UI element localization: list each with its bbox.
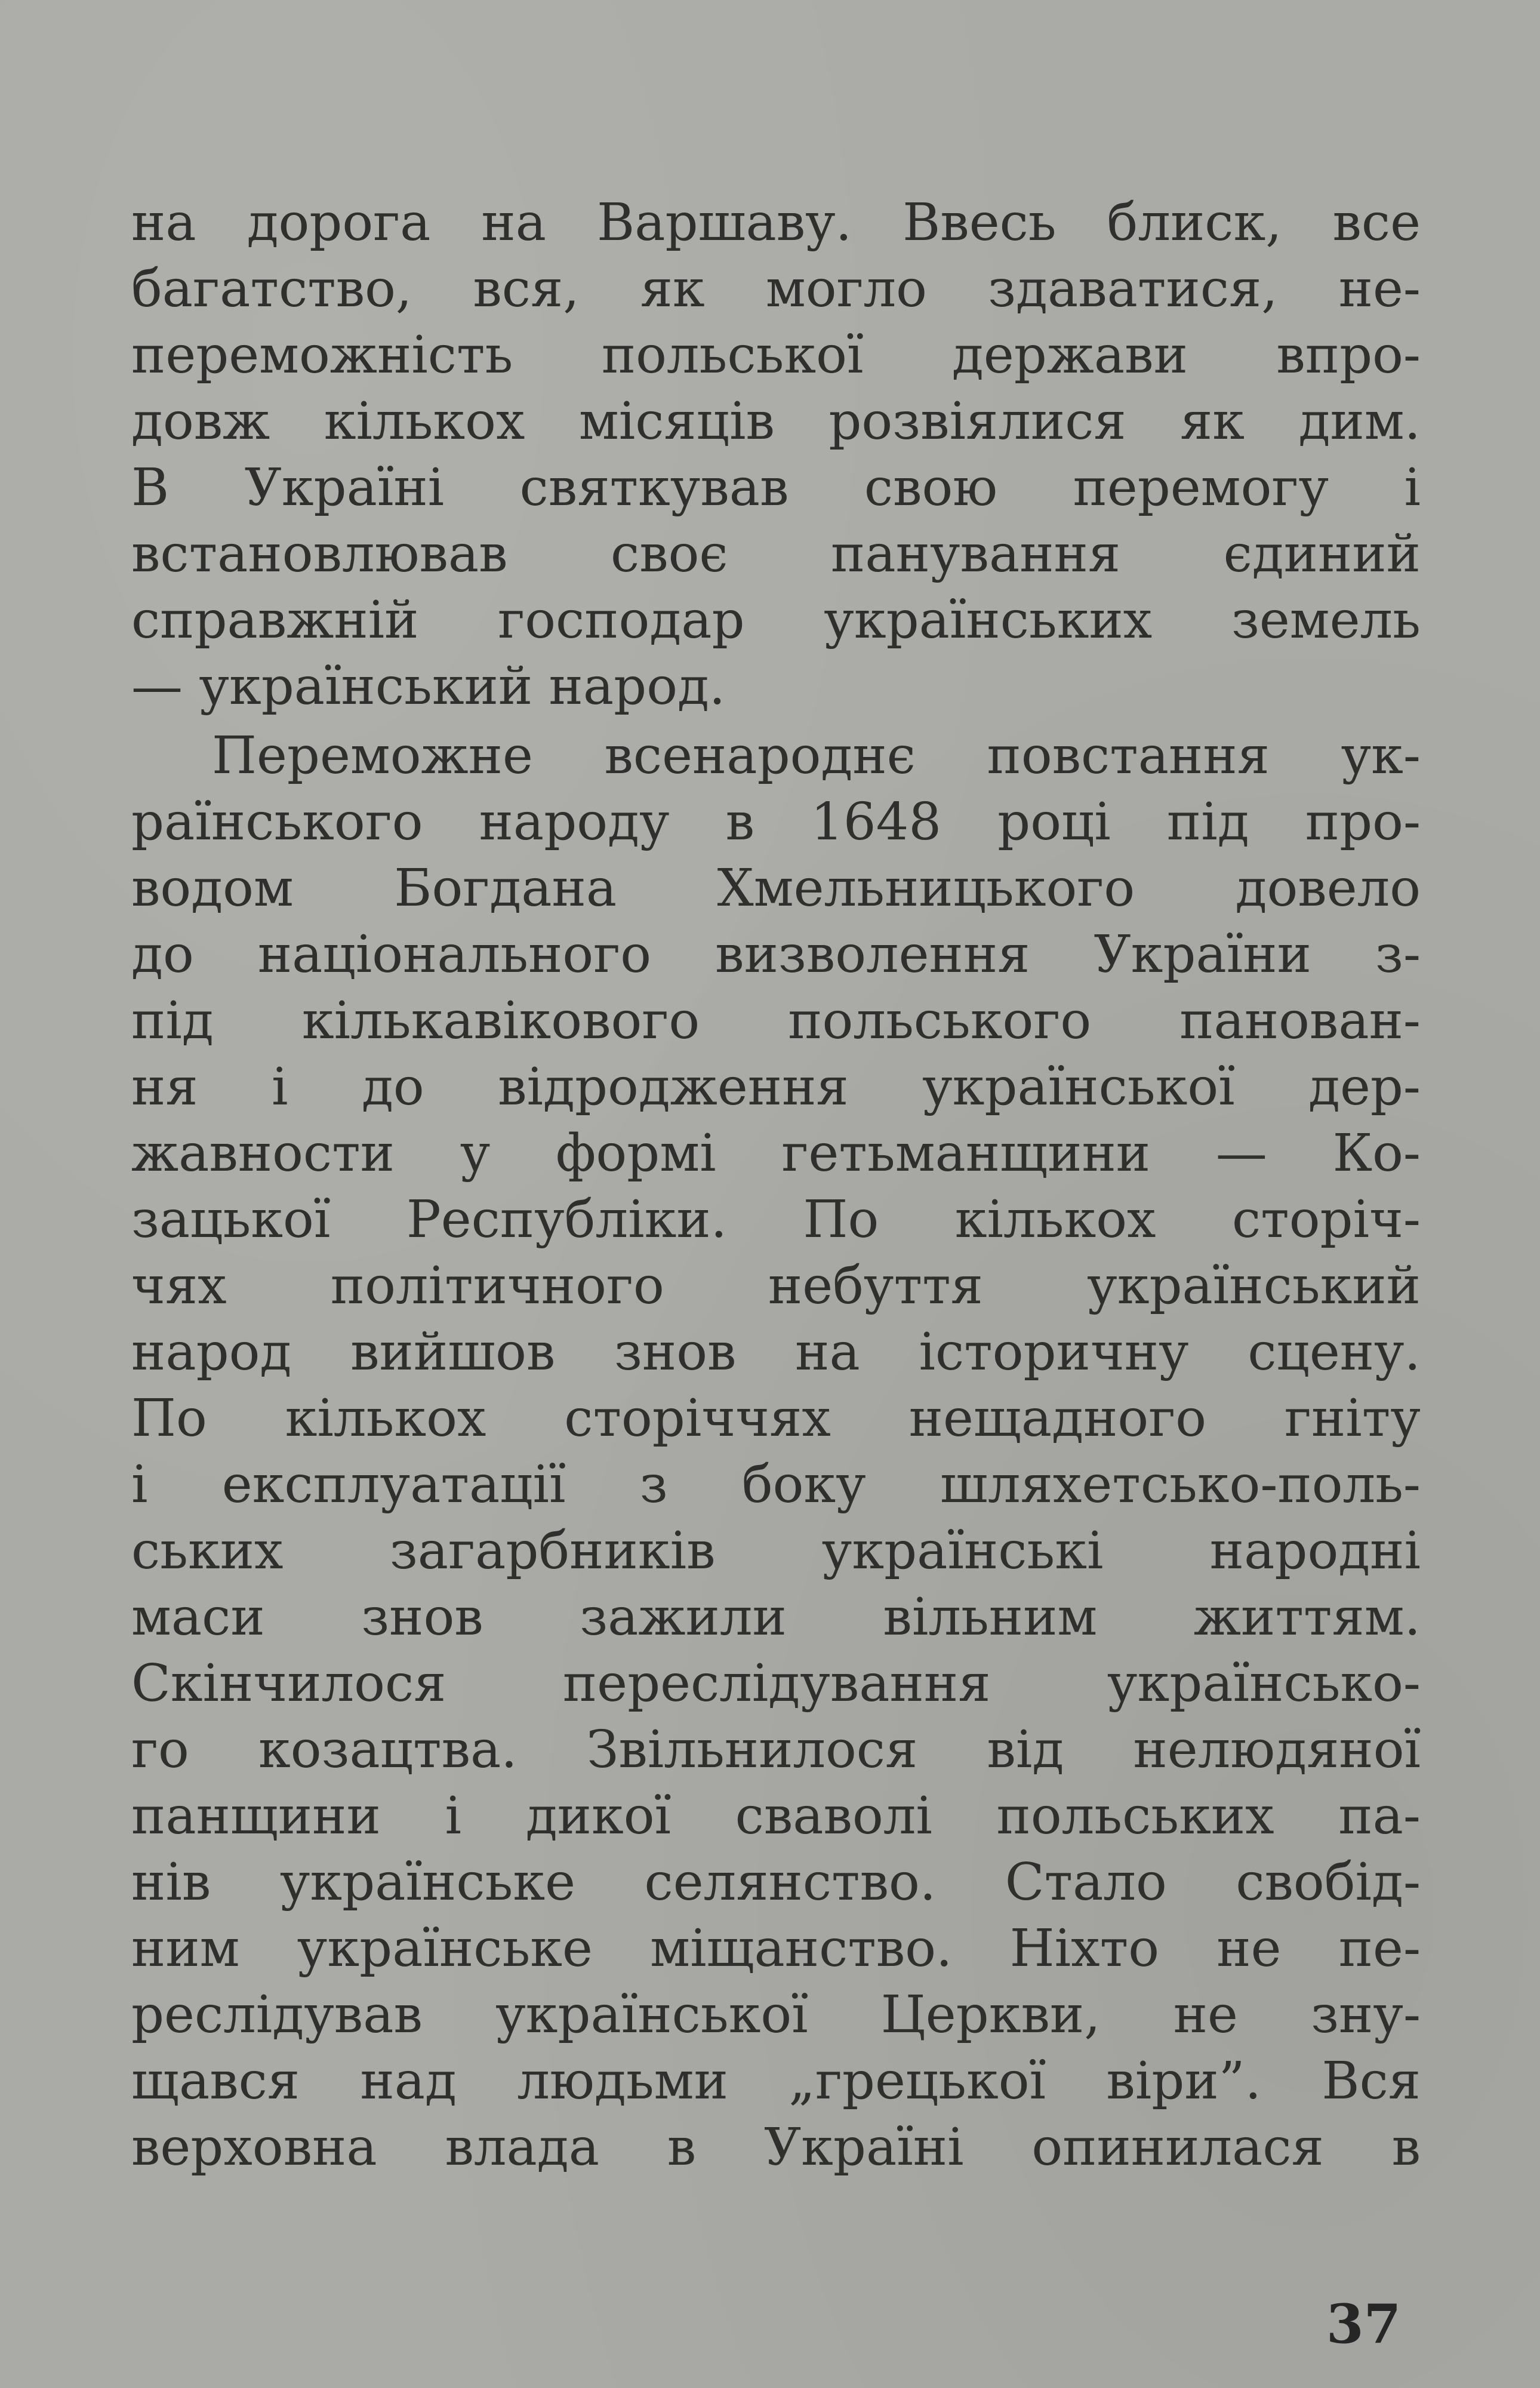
text-line: жавности у формі гетьманщини — Ко- [131, 1124, 1421, 1183]
text-line: Переможне всенароднє повстання ук- [212, 726, 1421, 786]
text-line: чях політичного небуття український [131, 1256, 1421, 1316]
text-line: реслідував української Церкви, не зну- [131, 1985, 1421, 2045]
text-line: на дорога на Варшаву. Ввесь блиск, все [131, 193, 1421, 253]
page-number: 37 [1326, 2292, 1402, 2356]
text-line: щався над людьми „грецької віри”. Вся [131, 2051, 1421, 2111]
text-line: народ вийшов знов на історичну сцену. [131, 1322, 1421, 1382]
text-line: під кількавікового польського панован- [131, 991, 1421, 1051]
text-line: встановлював своє панування єдиний [131, 524, 1421, 584]
text-line: Скінчилося переслідування українсько- [131, 1654, 1421, 1713]
text-line: багатство, вся, як могло здаватися, не- [131, 259, 1421, 319]
paragraph [131, 723, 1421, 2181]
text-line: справжній господар українських земель [131, 590, 1421, 650]
text-line: зацької Республіки. По кількох сторіч- [131, 1190, 1421, 1250]
text-line: до національного визволення України з- [131, 925, 1421, 984]
text-line: В Україні святкував свою перемогу і [131, 458, 1421, 518]
paragraph [131, 190, 1421, 720]
text-line: ських загарбників українські народні [131, 1521, 1421, 1581]
text-line: переможність польської держави впро- [131, 325, 1421, 385]
text-line: — український народ. [131, 657, 726, 716]
text-line: По кількох сторіччях нещадного гніту [131, 1389, 1421, 1448]
text-line: довж кількох місяців розвіялися як дим. [131, 392, 1421, 451]
text-line: водом Богдана Хмельницького довело [131, 858, 1421, 918]
text-line: панщини і дикої сваволі польських па- [131, 1786, 1421, 1846]
text-line: ним українське міщанство. Ніхто не пе- [131, 1919, 1421, 1978]
text-line: го козацтва. Звільнилося від нелюдяної [131, 1720, 1421, 1780]
body-text [131, 190, 1421, 2181]
text-line: ня і до відродження української дер- [131, 1057, 1421, 1117]
text-line: і експлуатації з боку шляхетсько-поль- [131, 1455, 1421, 1515]
text-line: нів українське селянство. Стало свобід- [131, 1852, 1421, 1912]
text-line: верховна влада в Україні опинилася в [131, 2118, 1421, 2177]
text-line: раїнського народу в 1648 році під про- [131, 792, 1421, 852]
text-line: маси знов зажили вільним життям. [131, 1587, 1421, 1647]
